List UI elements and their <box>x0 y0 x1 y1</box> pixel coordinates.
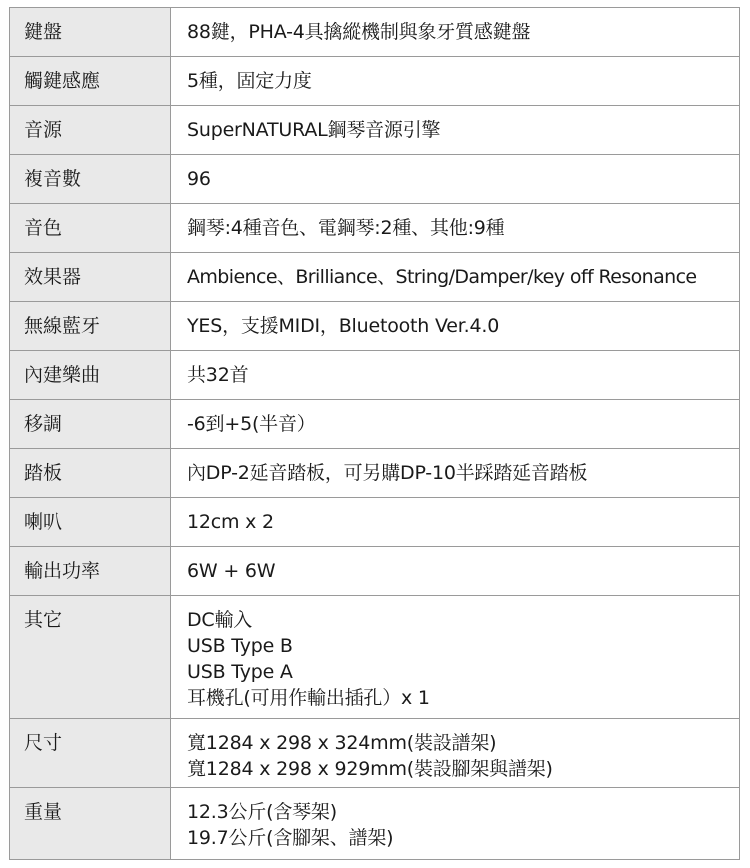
row-label: 無線藍牙 <box>10 302 171 351</box>
row-label: 輸出功率 <box>10 547 171 596</box>
table-row <box>10 106 740 155</box>
table-row <box>10 788 740 860</box>
row-value <box>171 302 740 351</box>
value-line: DC輸入 <box>187 609 253 631</box>
row-value <box>171 155 740 204</box>
table-row <box>10 498 740 547</box>
row-label: 其它 <box>10 596 171 719</box>
value-line: 12.3公斤(含琴架) <box>187 801 337 823</box>
row-label: 移調 <box>10 400 171 449</box>
value-line: 12cm x 2 <box>187 511 274 533</box>
value-line: USB Type B <box>187 635 293 657</box>
table-row <box>10 204 740 253</box>
value-line: Ambience、Brilliance、String/Damper/key off Resonance <box>187 266 697 288</box>
row-label: 音源 <box>10 106 171 155</box>
row-label: 觸鍵感應 <box>10 57 171 106</box>
table-row <box>10 400 740 449</box>
row-label: 音色 <box>10 204 171 253</box>
table-row <box>10 253 740 302</box>
row-label: 尺寸 <box>10 719 171 788</box>
table-row <box>10 302 740 351</box>
row-label: 內建樂曲 <box>10 351 171 400</box>
value-line: 6W + 6W <box>187 560 276 582</box>
row-label: 踏板 <box>10 449 171 498</box>
row-value <box>171 788 740 860</box>
value-line: 5種，固定力度 <box>187 70 312 92</box>
table-row <box>10 596 740 719</box>
spec-table <box>9 7 740 860</box>
table-row <box>10 351 740 400</box>
value-line: 88鍵，PHA-4具擒縱機制與象牙質感鍵盤 <box>187 21 531 43</box>
value-line: YES，支援MIDI，Bluetooth Ver.4.0 <box>187 315 500 337</box>
row-value <box>171 596 740 719</box>
row-label: 重量 <box>10 788 171 860</box>
row-value <box>171 106 740 155</box>
table-row <box>10 547 740 596</box>
row-value <box>171 351 740 400</box>
row-label: 鍵盤 <box>10 8 171 57</box>
value-line: 寬1284 x 298 x 324mm(裝設譜架) <box>187 732 497 754</box>
row-value <box>171 253 740 302</box>
value-line: USB Type A <box>187 661 293 683</box>
row-value <box>171 204 740 253</box>
table-row <box>10 57 740 106</box>
table-row <box>10 449 740 498</box>
value-line: -6到+5(半音） <box>187 413 316 435</box>
value-line: 鋼琴:4種音色、電鋼琴:2種、其他:9種 <box>187 217 505 239</box>
table-row <box>10 8 740 57</box>
row-label: 複音數 <box>10 155 171 204</box>
table-row <box>10 719 740 788</box>
row-value <box>171 57 740 106</box>
row-value <box>171 449 740 498</box>
value-line: 耳機孔(可用作輸出插孔）x 1 <box>187 687 430 709</box>
value-line: SuperNATURAL鋼琴音源引擎 <box>187 119 441 141</box>
value-line: 96 <box>187 168 211 190</box>
row-value <box>171 400 740 449</box>
table-row <box>10 155 740 204</box>
value-line: 19.7公斤(含腳架、譜架) <box>187 827 394 849</box>
spec-table-body <box>10 8 740 860</box>
row-value <box>171 8 740 57</box>
row-value <box>171 547 740 596</box>
row-value <box>171 719 740 788</box>
row-label: 效果器 <box>10 253 171 302</box>
value-line: 內DP-2延音踏板，可另購DP-10半踩踏延音踏板 <box>187 462 588 484</box>
row-label: 喇叭 <box>10 498 171 547</box>
value-line: 共32首 <box>187 364 249 386</box>
value-line: 寬1284 x 298 x 929mm(裝設腳架與譜架) <box>187 758 553 780</box>
row-value <box>171 498 740 547</box>
